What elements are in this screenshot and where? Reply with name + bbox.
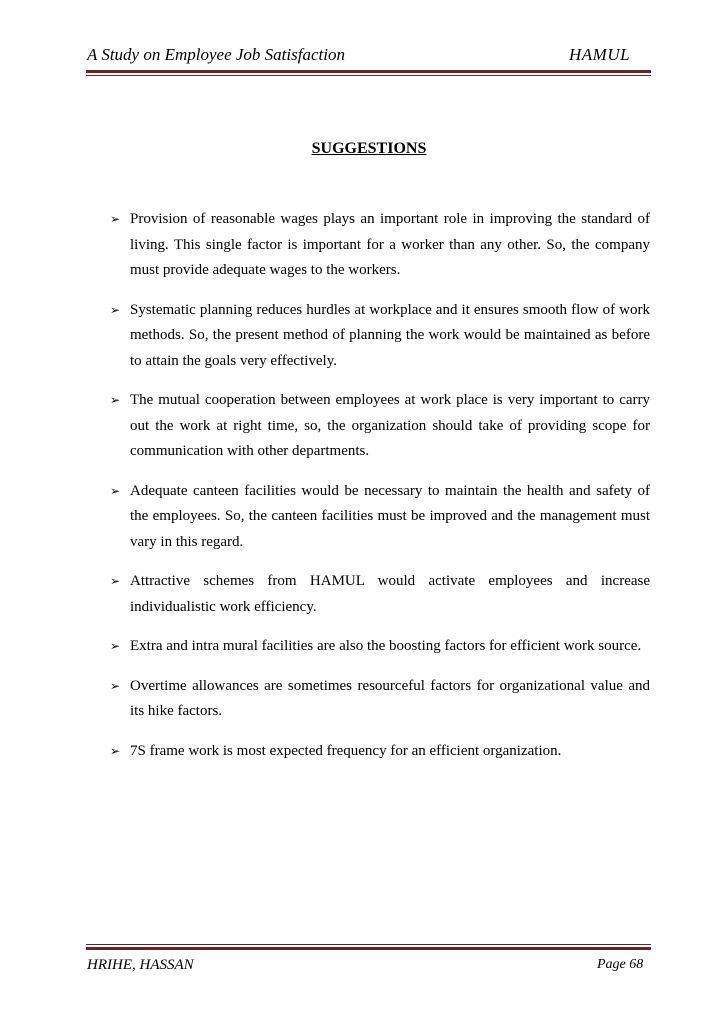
header-rule-thin — [86, 75, 651, 76]
suggestion-text: Adequate canteen facilities would be necessary to maintain the health and safety of the employees. So, the canteen facilities must be improved and the management must vary in this regard. — [130, 482, 650, 550]
header-rule-thick — [86, 70, 651, 73]
footer-rule-thick — [86, 947, 651, 950]
arrow-bullet-icon: ➢ — [110, 574, 121, 588]
list-item — [110, 569, 650, 620]
suggestion-text: The mutual cooperation between employees at work place is very important to carry out the work at right time, so, the organization should take of providing scope for communication with other departments. — [130, 392, 650, 459]
suggestion-text: Systematic planning reduces hurdles at workplace and it ensures smooth flow of work methods. So, the present method of planning the work would be maintained as before to attain the goals very effectively. — [130, 301, 650, 369]
suggestion-text: Overtime allowances are sometimes resourceful factors for organizational value and its hike factors. — [130, 677, 650, 719]
list-item — [110, 388, 650, 465]
list-item — [110, 479, 650, 556]
header-org: HAMUL — [569, 45, 631, 64]
suggestions-list — [110, 207, 650, 778]
arrow-bullet-icon: ➢ — [110, 639, 121, 653]
list-item — [110, 739, 650, 765]
list-item — [110, 634, 650, 660]
suggestion-text: Provision of reasonable wages plays an important role in improving the standard of living. This single factor is important for a worker than any other. So, the company must provide adequate wages to the workers. — [130, 211, 650, 278]
suggestion-text: 7S frame work is most expected frequency for an efficient organization. — [130, 742, 562, 759]
arrow-bullet-icon: ➢ — [110, 678, 121, 693]
page-number: Page 68 — [597, 957, 644, 972]
arrow-bullet-icon: ➢ — [110, 743, 121, 758]
page-title — [0, 139, 728, 159]
header-title: A Study on Employee Job Satisfaction — [87, 45, 345, 64]
suggestion-text: Extra and intra mural facilities are also the boosting factors for efficient work source. — [130, 638, 642, 654]
footer-institution: HRIHE, HASSAN — [87, 957, 194, 973]
arrow-bullet-icon: ➢ — [110, 212, 121, 226]
arrow-bullet-icon: ➢ — [110, 302, 121, 317]
arrow-bullet-icon: ➢ — [110, 393, 121, 407]
list-item — [110, 298, 650, 375]
page-title-text: SUGGESTIONS — [311, 140, 427, 157]
suggestion-text: Attractive schemes from HAMUL would activate employees and increase individualistic work efficiency. — [130, 573, 650, 615]
footer-rule-thin — [86, 944, 651, 945]
list-item — [110, 207, 650, 284]
list-item — [110, 674, 650, 725]
arrow-bullet-icon: ➢ — [110, 483, 121, 498]
